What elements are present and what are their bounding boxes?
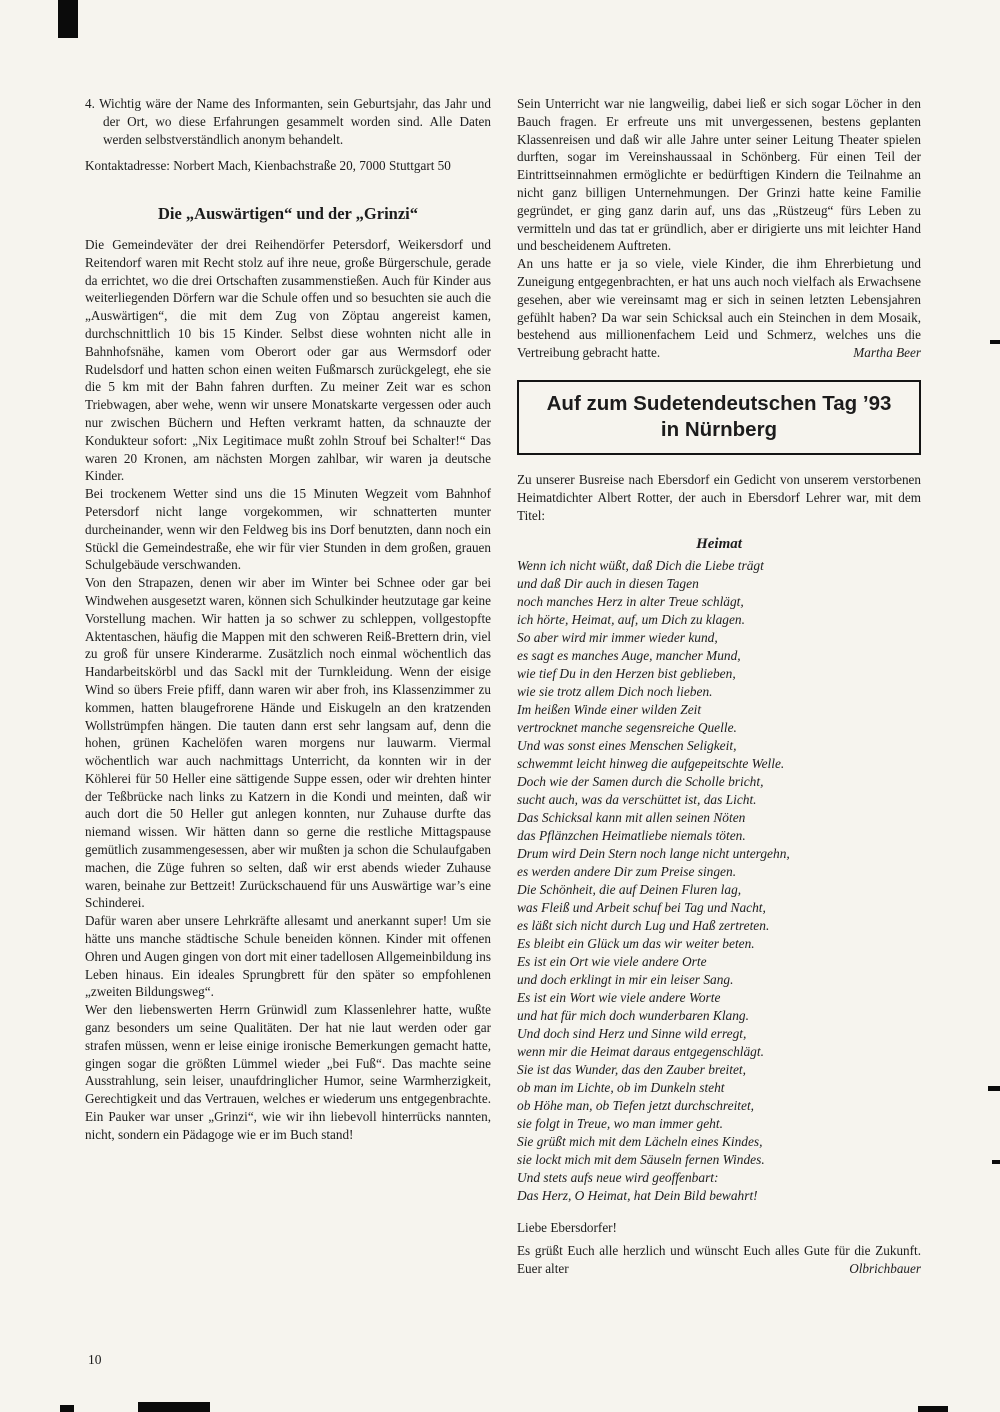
poem-line: Drum wird Dein Stern noch lange nicht untergehn, <box>517 846 790 862</box>
poem-title: Heimat <box>696 536 742 553</box>
poem <box>517 557 921 1205</box>
poem-line: sie lockt mich mit dem Säuseln fernen Windes. <box>517 1152 765 1168</box>
poem-line: es läßt sich nicht durch Lug und Haß zertreten. <box>517 918 770 934</box>
article-title: Die „Auswärtigen“ und der „Grinzi“ <box>157 204 419 224</box>
poem-line: Es bleibt ein Glück um das wir weiter beten. <box>517 936 755 952</box>
memoir-paragraph: Sein Unterricht war nie langweilig, dabei ließ er sich sogar Löcher in den Bauch fragen. Er erfreute uns mit unvergessenen, bestens geplanten Klassenreisen und daß wir alle Jahre unter seiner Leitung Theater spielen durften, sogar im Vereinshaussaal in Schönberg. Für einen Teil der Eintrittseinnahmen ermöglichte er bedürftigen Kindern die Teilnahme an nicht ganz billigen Unternehmungen. Der Grinzi hatte keine Familie gegründet, er ging ganz darin auf, uns das „Rüstzeug“ fürs Leben zu vermitteln und das tat er gründlich, aber er dirigierte uns mit leichter Hand und bescheidenem Auftreten. <box>517 96 921 254</box>
scan-artifact <box>60 1405 74 1412</box>
poem-line: So aber wird mir immer wieder kund, <box>517 630 718 646</box>
poem-line: es sagt es manches Auge, mancher Mund, <box>517 648 741 664</box>
poem-line: schwemmt leicht hinweg die aufgepeitschte Welle. <box>517 756 785 772</box>
scan-artifact <box>990 340 1000 344</box>
poem-line: Das Schicksal kann mit allen seinen Nöten <box>517 810 746 826</box>
poem-line: Sie grüßt mich mit dem Lächeln eines Kindes, <box>517 1134 763 1150</box>
poem-line: Sie ist das Wunder, das den Zauber breitet, <box>517 1062 746 1078</box>
poem-intro: Zu unserer Busreise nach Ebersdorf ein Gedicht von unserem verstorbenen Heimatdichter Albert Rotter, der auch in Ebersdorf Lehrer war, mit dem Titel: <box>517 471 921 523</box>
scan-artifact <box>988 1086 1000 1091</box>
poem-line: Wenn ich nicht wüßt, daß Dich die Liebe trägt <box>517 558 764 574</box>
poem-line: Und doch sind Herz und Sinne wild erregt, <box>517 1026 747 1042</box>
poem-line: noch manches Herz in alter Treue schlägt, <box>517 594 744 610</box>
article-paragraph: Wer den liebenswerten Herrn Grünwidl zum Klassenlehrer hatte, wußte ganz besonders um seine Qualitäten. Der hat nie laut werden oder gar strafen müssen, wenn er leise einige ironische Bemerkungen gemacht hatte, gingen sogar die größten Lümmel wieder „bei Fuß“. Das machte seine Ausstrahlung, sein leiser, unaufdringlicher Humor, seine Warmherzigkeit, Gerechtigkeit und das Vertrauen, welches er wiederum uns entgegenbrachte. Ein Pauker war unser „Grinzi“, wie wir ihn liebevoll hinterrücks nannten, nicht, sondern ein Pädagoge wie er im Buch stand! <box>85 1002 491 1142</box>
poem-line: es werden andere Dir zum Preise singen. <box>517 864 737 880</box>
closing <box>517 1219 921 1277</box>
poem-line: wie sie trotz allem Dich noch lieben. <box>517 684 713 700</box>
scan-artifact <box>918 1406 948 1412</box>
article-paragraph: Die Gemeindeväter der drei Reihendörfer Petersdorf, Weikersdorf und Reitendorf waren mit Recht stolz auf ihre neue, große Bürgerschule, gerade da errichtet, wo die drei Ortschaften zusammenstießen. Auch für Kinder aus weiterliegenden Dörfern war die Schule offen und so besuchten sie auch die „Auswärtigen“, die mit dem Zug von Zöptau angereist kamen, durchschnittlich 10 bis 15 Kinder. Selbst diese wohnten nicht alle in Bahnhofsnähe, kamen vom Oberort oder gar aus Wermsdorf oder Rudelsdorf und hatten schon einen weiten Fußmarsch zurückgelegt, ehe sie die 5 km mit der Bahn fahren durften. Zu meiner Zeit war es schon Triebwagen, aber wehe, wenn wir unsere Monatskarte vergessen oder auch nur zwischen Büchern und Heften verkramt hatten, da schnauzte der Kondukteur sofort: „Nix Legitimace mußt zohln Strouf bei Schalter!“ Das waren 20 Kronen, am nächsten Morgen zahlbar, wir waren ja deutsche Kinder. <box>85 236 491 484</box>
poem-line: und hat für mich doch wunderbaren Klang. <box>517 1008 749 1024</box>
poem-line: Und stets aufs neue wird geoffenbart: <box>517 1170 719 1186</box>
signature-olbrichbauer: Olbrichbauer <box>849 1260 921 1276</box>
numbered-list-item-4: 4. Wichtig wäre der Name des Informanten, sein Geburtsjahr, das Jahr und der Ort, wo diese Erfahrungen gesammelt worden sind. Alle Daten werden selbstverständlich anonym behandelt. <box>85 96 491 147</box>
article-paragraph: Bei trockenem Wetter sind uns die 15 Minuten Wegzeit vom Bahnhof Petersdorf nicht lange vorgekommen, wir schnatterten munter durcheinander, wenn wir den Feldweg bis ins Dorf benutzten, dann noch ein Stückl die Gemeindestraße, ehe wir für vier Stunden in dem großen, grauen Schulgebäude verschwanden. <box>85 486 491 573</box>
left-column <box>85 95 491 1144</box>
poem-line: ich hörte, Heimat, auf, um Dich zu klagen. <box>517 612 745 628</box>
contact-address: Kontaktadresse: Norbert Mach, Kienbachstraße 20, 7000 Stuttgart 50 <box>85 158 451 174</box>
right-column <box>517 95 921 1278</box>
poem-line: das Pflänzchen Heimatliebe niemals töten. <box>517 828 746 844</box>
poem-line: ob Höhe man, ob Tiefen jetzt durchschreitet, <box>517 1098 755 1114</box>
poem-line: ob man im Lichte, ob im Dunkeln steht <box>517 1080 725 1096</box>
poem-line: was Fleiß und Arbeit schuf bei Tag und Nacht, <box>517 900 766 916</box>
poem-line: und doch erklingt in mir ein leiser Sang. <box>517 972 734 988</box>
memoir-body <box>517 95 921 362</box>
poem-line: wie tief Du in den Herzen bist geblieben, <box>517 666 736 682</box>
event-box-line1: Auf zum Sudetendeutschen Tag ’93 <box>546 391 892 415</box>
article-body <box>85 236 491 1144</box>
scan-artifact <box>138 1402 210 1412</box>
poem-line: Und was sonst eines Menschen Seligkeit, <box>517 738 737 754</box>
scan-artifact <box>992 1160 1000 1164</box>
poem-line: sucht auch, was da verschüttet ist, das Licht. <box>517 792 757 808</box>
scan-artifact <box>58 0 78 38</box>
poem-line: Es ist ein Ort wie viele andere Orte <box>517 954 707 970</box>
poem-line: Es ist ein Wort wie viele andere Worte <box>517 990 721 1006</box>
poem-line: Das Herz, O Heimat, hat Dein Bild bewahrt! <box>517 1188 758 1204</box>
poem-line: wenn mir die Heimat daraus entgegenschlägt. <box>517 1044 764 1060</box>
closing-salutation: Liebe Ebersdorfer! <box>517 1220 617 1236</box>
memoir-paragraph: An uns hatte er ja so viele, viele Kinder, die ihm Ehrerbietung und Zuneigung entgegenbrachten, er hat uns auch noch vielfach als Erwachsene gesehen, aber wie vereinsamt mag er sich in seinen letzten Lebensjahren gefühlt haben? Da war sein Schicksal auch ein Steinchen in dem Mosaik, bestehend aus millionenfachem Leid und Schmerz, welches uns die Vertreibung gebracht hatte. <box>517 256 921 361</box>
poem-line: Die Schönheit, die auf Deinen Fluren lag, <box>517 882 742 898</box>
poem-line: Doch wie der Samen durch die Scholle bricht, <box>517 774 764 790</box>
poem-line: vertrocknet manche segensreiche Quelle. <box>517 720 737 736</box>
article-paragraph: Dafür waren aber unsere Lehrkräfte allesamt und anerkannt super! Um sie hätte uns manche städtische Schule beneiden können. Kinder mit offenen Ohren und Augen gingen von dort mit einer tadellosen Allgemeinbildung ins Leben hinaus. Ein ideales Sprungbrett für den später so empfohlenen „zweiten Bildungsweg“. <box>85 913 491 1000</box>
poem-line: Im heißen Winde einer wilden Zeit <box>517 702 702 718</box>
poem-line: und daß Dir auch in diesen Tagen <box>517 576 699 592</box>
event-box-line2: in Nürnberg <box>660 417 778 441</box>
article-paragraph: Von den Strapazen, denen wir aber im Winter bei Schnee oder gar bei Windwehen ausgesetzt waren, können sich Schulkinder heutzutage gar keine Vorstellung machen. Wir hatten ja so schwer zu schleppen, vollgestopfte Aktentaschen, häufig die Mappen mit den schweren Reiß-Brettern drin, viel zu groß für unsere Kinderarme. Zusätzlich noch einmal wöchentlich das Handarbeitskörbl und das Sackl mit der Turnkleidung. Wenn der eisige Wind so übers Freie pfiff, dann waren wir aber froh, ins Klassenzimmer zu kommen, hatten blaugefrorene Hände und Eiskugeln an den kratzenden Wollstrümpfen hängen. Die tauten dann erst sehr langsam auf, denn die hohen, grünen Kachelöfen waren morgens nur lauwarm. Viermal wöchentlich war auch nachmittags Unterricht, da konnten wir in der Köhlerei für 50 Heller eine sättigende Suppe essen, oder wir drehten hinter der Teßbrücke nach links zu Katzern in die Kondi und meinten, daß wir auch dort die 50 Heller gut anlegen konnten, nur Zuhause durfte das niemand wissen. Wir hätten dann so gerne die restliche Mittagspause gemütlich zusammengesessen, aber wir mußten ja schon die Schulaufgaben machen, die Züge fuhren so selten, daß wir erst abends wieder Zuhause waren, beinahe zur Bettzeit! Zurückschauend für uns Auswärtige war’s eine Schinderei. <box>85 575 491 911</box>
poem-line: sie folgt in Treue, wo man immer geht. <box>517 1116 723 1132</box>
signature-martha-beer: Martha Beer <box>853 345 921 361</box>
closing-text: Es grüßt Euch alle herzlich und wünscht Euch alles Gute für die Zukunft. Euer alter <box>517 1242 921 1276</box>
page-number: 10 <box>88 1352 102 1367</box>
event-announcement-box <box>517 380 921 455</box>
